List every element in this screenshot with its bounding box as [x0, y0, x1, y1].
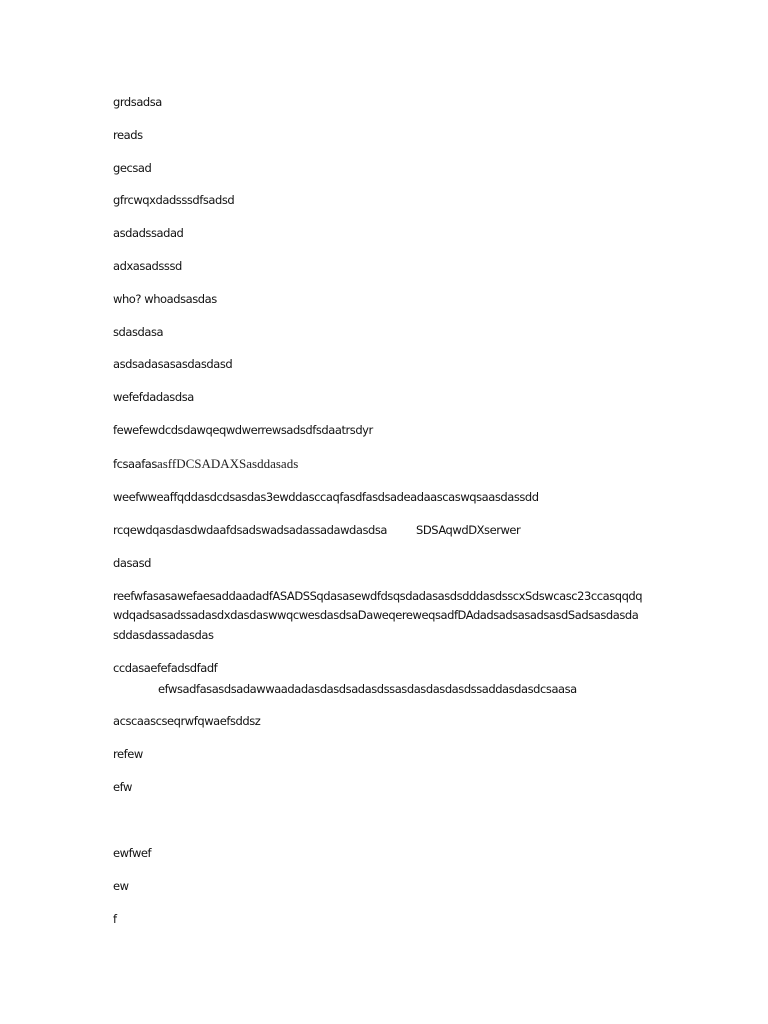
text-line: ccdasaefefadsdfadf [113, 661, 218, 675]
text-line: f [113, 912, 117, 926]
text-line: who? whoadsasdas [113, 292, 217, 306]
text-line: sdasdasa [113, 325, 164, 339]
text-line: weefwweaffqddasdcdsasdas3ewddasccaqfasdfasdsadeadaascaswqsaasdassdd [113, 490, 539, 504]
text-line: wefefdadasdsa [113, 390, 194, 404]
text-line: ewfwef [113, 846, 152, 860]
tabbed-line [113, 523, 713, 537]
text-line: grdsadsa [113, 95, 162, 109]
paragraph-line: reefwfasasawefaesaddaadadfASADSSqdasasewdfdsqsdadasasdsdddasdsscxSdswcasc23ccasqqdq [113, 589, 643, 603]
indented-line: efwsadfasasdsadawwaadadasdasdsadasdssasdasdasdasdssaddasdasdcsaasa [158, 682, 577, 696]
text-line: refew [113, 747, 143, 761]
text-line: efw [113, 780, 132, 794]
text-line: asdsadasasasdasdasd [113, 357, 233, 371]
text-line: reads [113, 128, 143, 142]
text-line: dasasd [113, 556, 151, 570]
mixed-line-plain: fcsaafas [113, 457, 157, 471]
tabbed-line-left: rcqewdqasdasdwdaafdsadswadsadassadawdasdsa [113, 523, 388, 537]
mixed-font-line [113, 457, 298, 471]
text-line: adxasadsssd [113, 259, 182, 273]
paragraph-line: sddasdassadasdas [113, 628, 214, 642]
text-line: gfrcwqxdadsssdfsadsd [113, 193, 235, 207]
text-line: gecsad [113, 161, 152, 175]
text-line: fewefewdcdsdawqeqwdwerrewsadsdfsdaatrsdyr [113, 423, 373, 437]
text-line: ew [113, 879, 129, 893]
paragraph-line: wdqadsasadssadasdxdasdaswwqcwesdasdsaDaweqereweqsadfDAdadsadsasadsasdSadsasdasda [113, 608, 639, 622]
text-line: asdadssadad [113, 226, 184, 240]
mixed-line-serif: asffDCSADAXSasddasads [156, 456, 299, 471]
text-line: acscaascseqrwfqwaefsddsz [113, 714, 261, 728]
tabbed-line-right: SDSAqwdDXserwer [416, 523, 521, 537]
